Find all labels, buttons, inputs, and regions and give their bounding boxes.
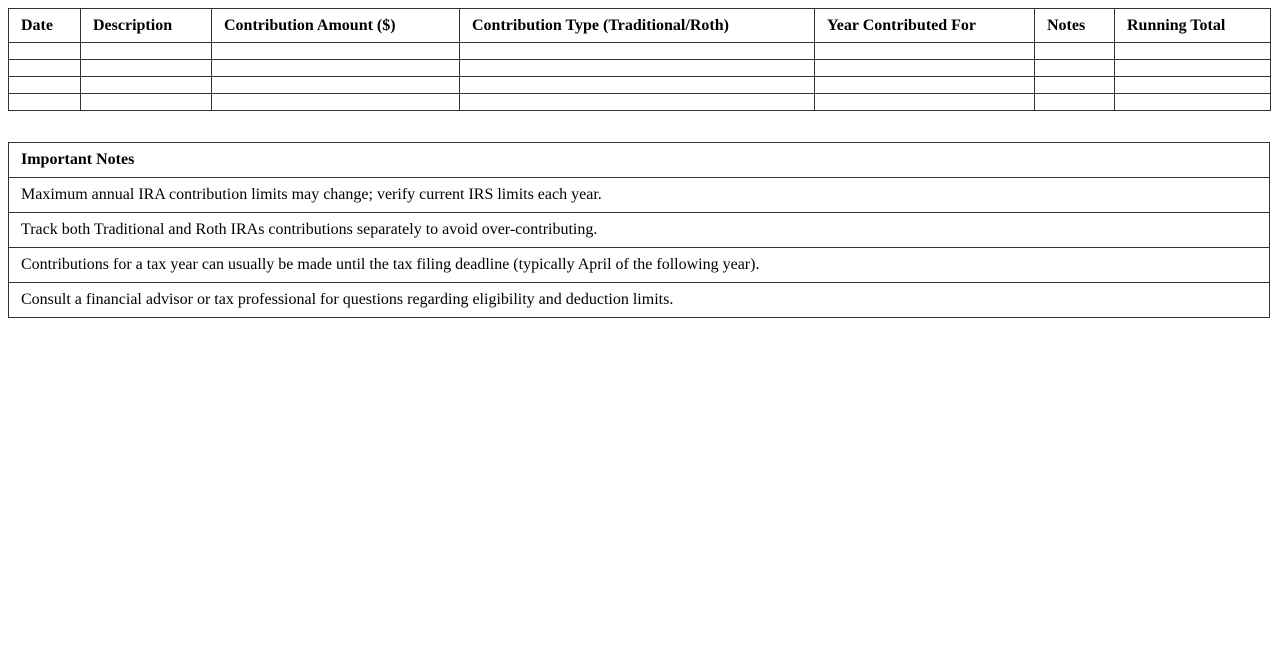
column-header-running-total: Running Total: [1115, 9, 1271, 43]
column-header-description: Description: [81, 9, 212, 43]
table-cell[interactable]: [9, 43, 81, 60]
table-cell[interactable]: [9, 77, 81, 94]
column-header-year-contributed-for: Year Contributed For: [815, 9, 1035, 43]
table-cell[interactable]: [1115, 43, 1271, 60]
table-cell[interactable]: [9, 60, 81, 77]
column-header-notes: Notes: [1035, 9, 1115, 43]
table-cell[interactable]: [9, 94, 81, 111]
table-cell[interactable]: [815, 60, 1035, 77]
important-notes-table: [8, 142, 1270, 318]
note-item: Track both Traditional and Roth IRAs contributions separately to avoid over-contributing.: [9, 213, 1270, 248]
table-cell[interactable]: [815, 43, 1035, 60]
table-cell[interactable]: [212, 60, 460, 77]
table-cell[interactable]: [460, 43, 815, 60]
note-item: Consult a financial advisor or tax professional for questions regarding eligibility and deduction limits.: [9, 283, 1270, 318]
table-row: [9, 94, 1271, 111]
note-item: Contributions for a tax year can usually be made until the tax filing deadline (typically April of the following year).: [9, 248, 1270, 283]
table-cell[interactable]: [1115, 77, 1271, 94]
table-cell[interactable]: [1035, 60, 1115, 77]
table-cell[interactable]: [815, 94, 1035, 111]
table-cell[interactable]: [460, 60, 815, 77]
table-cell[interactable]: [1035, 43, 1115, 60]
table-cell[interactable]: [460, 77, 815, 94]
table-cell[interactable]: [81, 43, 212, 60]
table-cell[interactable]: [212, 94, 460, 111]
table-cell[interactable]: [1115, 94, 1271, 111]
table-row: [9, 60, 1271, 77]
note-row: [9, 283, 1270, 318]
page: [0, 0, 1278, 318]
table-cell[interactable]: [81, 60, 212, 77]
note-row: [9, 178, 1270, 213]
note-row: [9, 213, 1270, 248]
column-header-contribution-amount: Contribution Amount ($): [212, 9, 460, 43]
table-cell[interactable]: [212, 43, 460, 60]
notes-title: Important Notes: [9, 143, 1270, 178]
contribution-tracker-table: [8, 8, 1271, 111]
table-cell[interactable]: [81, 94, 212, 111]
table-cell[interactable]: [460, 94, 815, 111]
table-cell[interactable]: [1035, 94, 1115, 111]
table-cell[interactable]: [1115, 60, 1271, 77]
table-row: [9, 43, 1271, 60]
table-cell[interactable]: [1035, 77, 1115, 94]
notes-header-row: [9, 143, 1270, 178]
table-cell[interactable]: [81, 77, 212, 94]
table-row: [9, 77, 1271, 94]
table-header-row: [9, 9, 1271, 43]
table-cell[interactable]: [212, 77, 460, 94]
column-header-contribution-type: Contribution Type (Traditional/Roth): [460, 9, 815, 43]
note-row: [9, 248, 1270, 283]
note-item: Maximum annual IRA contribution limits may change; verify current IRS limits each year.: [9, 178, 1270, 213]
table-cell[interactable]: [815, 77, 1035, 94]
column-header-date: Date: [9, 9, 81, 43]
